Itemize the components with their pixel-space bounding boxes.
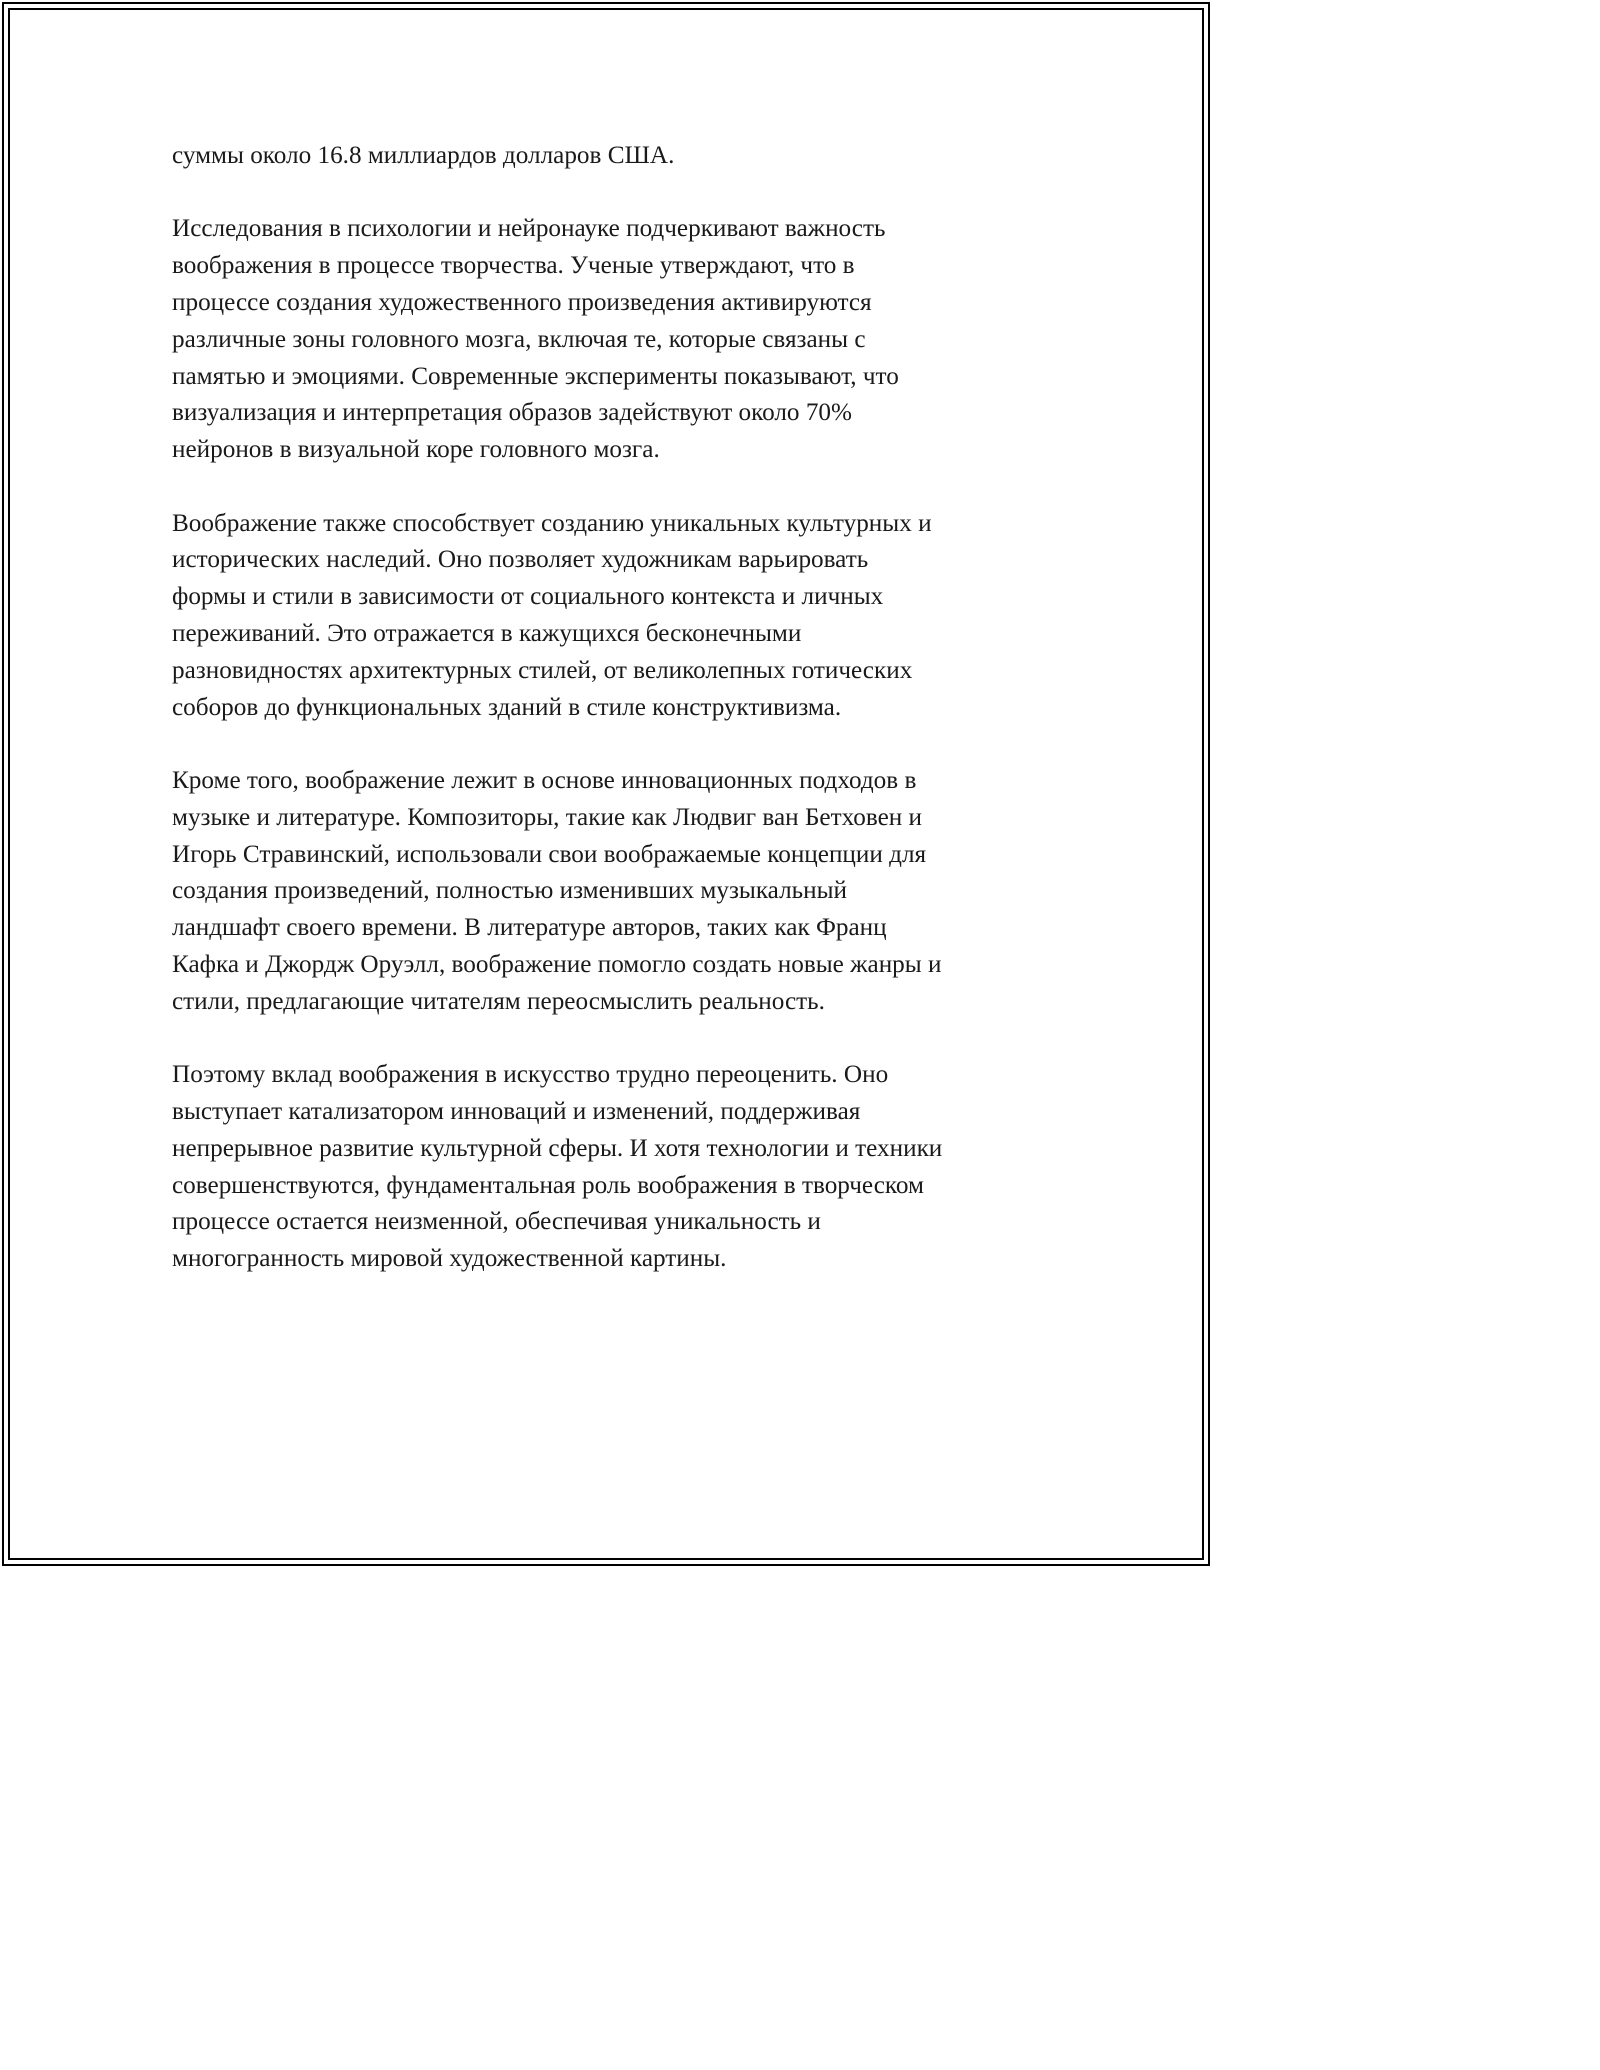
text-line: многогранность мировой художественной картины.: [172, 1245, 727, 1273]
text-line: музыке и литературе. Композиторы, такие как Людвиг ван Бетховен и: [172, 803, 923, 831]
text-line: Воображение также способствует созданию уникальных культурных и: [172, 509, 932, 537]
paragraph-5: [172, 1057, 1052, 1278]
document-body: [172, 138, 1052, 1314]
text-line: процессе остается неизменной, обеспечивая уникальность и: [172, 1208, 821, 1236]
text-line: Кафка и Джордж Оруэлл, воображение помогло создать новые жанры и: [172, 950, 942, 978]
text-line: визуализация и интерпретация образов задействуют около 70%: [172, 399, 852, 427]
paragraph-4: [172, 763, 1052, 1021]
text-line: исторических наследий. Оно позволяет художникам варьировать: [172, 546, 869, 574]
text-line: Поэтому вклад воображения в искусство трудно переоценить. Оно: [172, 1061, 889, 1089]
text-line: формы и стили в зависимости от социального контекста и личных: [172, 583, 884, 611]
paragraph-3: [172, 506, 1052, 727]
text-line: Игорь Стравинский, использовали свои воображаемые концепции для: [172, 840, 927, 868]
text-line: различные зоны головного мозга, включая те, которые связаны с: [172, 325, 866, 353]
text-line: совершенствуются, фундаментальная роль воображения в творческом: [172, 1171, 924, 1199]
text-line: разновидностях архитектурных стилей, от великолепных готических: [172, 656, 913, 684]
text-line: соборов до функциональных зданий в стиле конструктивизма.: [172, 693, 842, 721]
text-line: переживаний. Это отражается в кажущихся бесконечными: [172, 619, 802, 647]
paragraph-2: [172, 211, 1052, 469]
text-line: непрерывное развитие культурной сферы. И хотя технологии и техники: [172, 1134, 943, 1162]
text-line: нейронов в визуальной коре головного мозга.: [172, 436, 660, 464]
text-line: суммы около 16.8 миллиардов долларов США.: [172, 142, 675, 169]
text-line: Исследования в психологии и нейронауке подчеркивают важность: [172, 215, 886, 243]
paragraph-1: [172, 138, 1052, 175]
text-line: стили, предлагающие читателям переосмыслить реальность.: [172, 987, 825, 1015]
text-line: памятью и эмоциями. Современные эксперименты показывают, что: [172, 362, 899, 390]
text-line: ландшафт своего времени. В литературе авторов, таких как Франц: [172, 914, 887, 942]
text-line: Кроме того, воображение лежит в основе инновационных подходов в: [172, 766, 917, 794]
text-line: создания произведений, полностью изменивших музыкальный: [172, 877, 848, 905]
text-line: процессе создания художественного произведения активируются: [172, 288, 872, 316]
text-line: выступает катализатором инноваций и изменений, поддерживая: [172, 1097, 861, 1125]
text-line: воображения в процессе творчества. Ученые утверждают, что в: [172, 252, 855, 280]
